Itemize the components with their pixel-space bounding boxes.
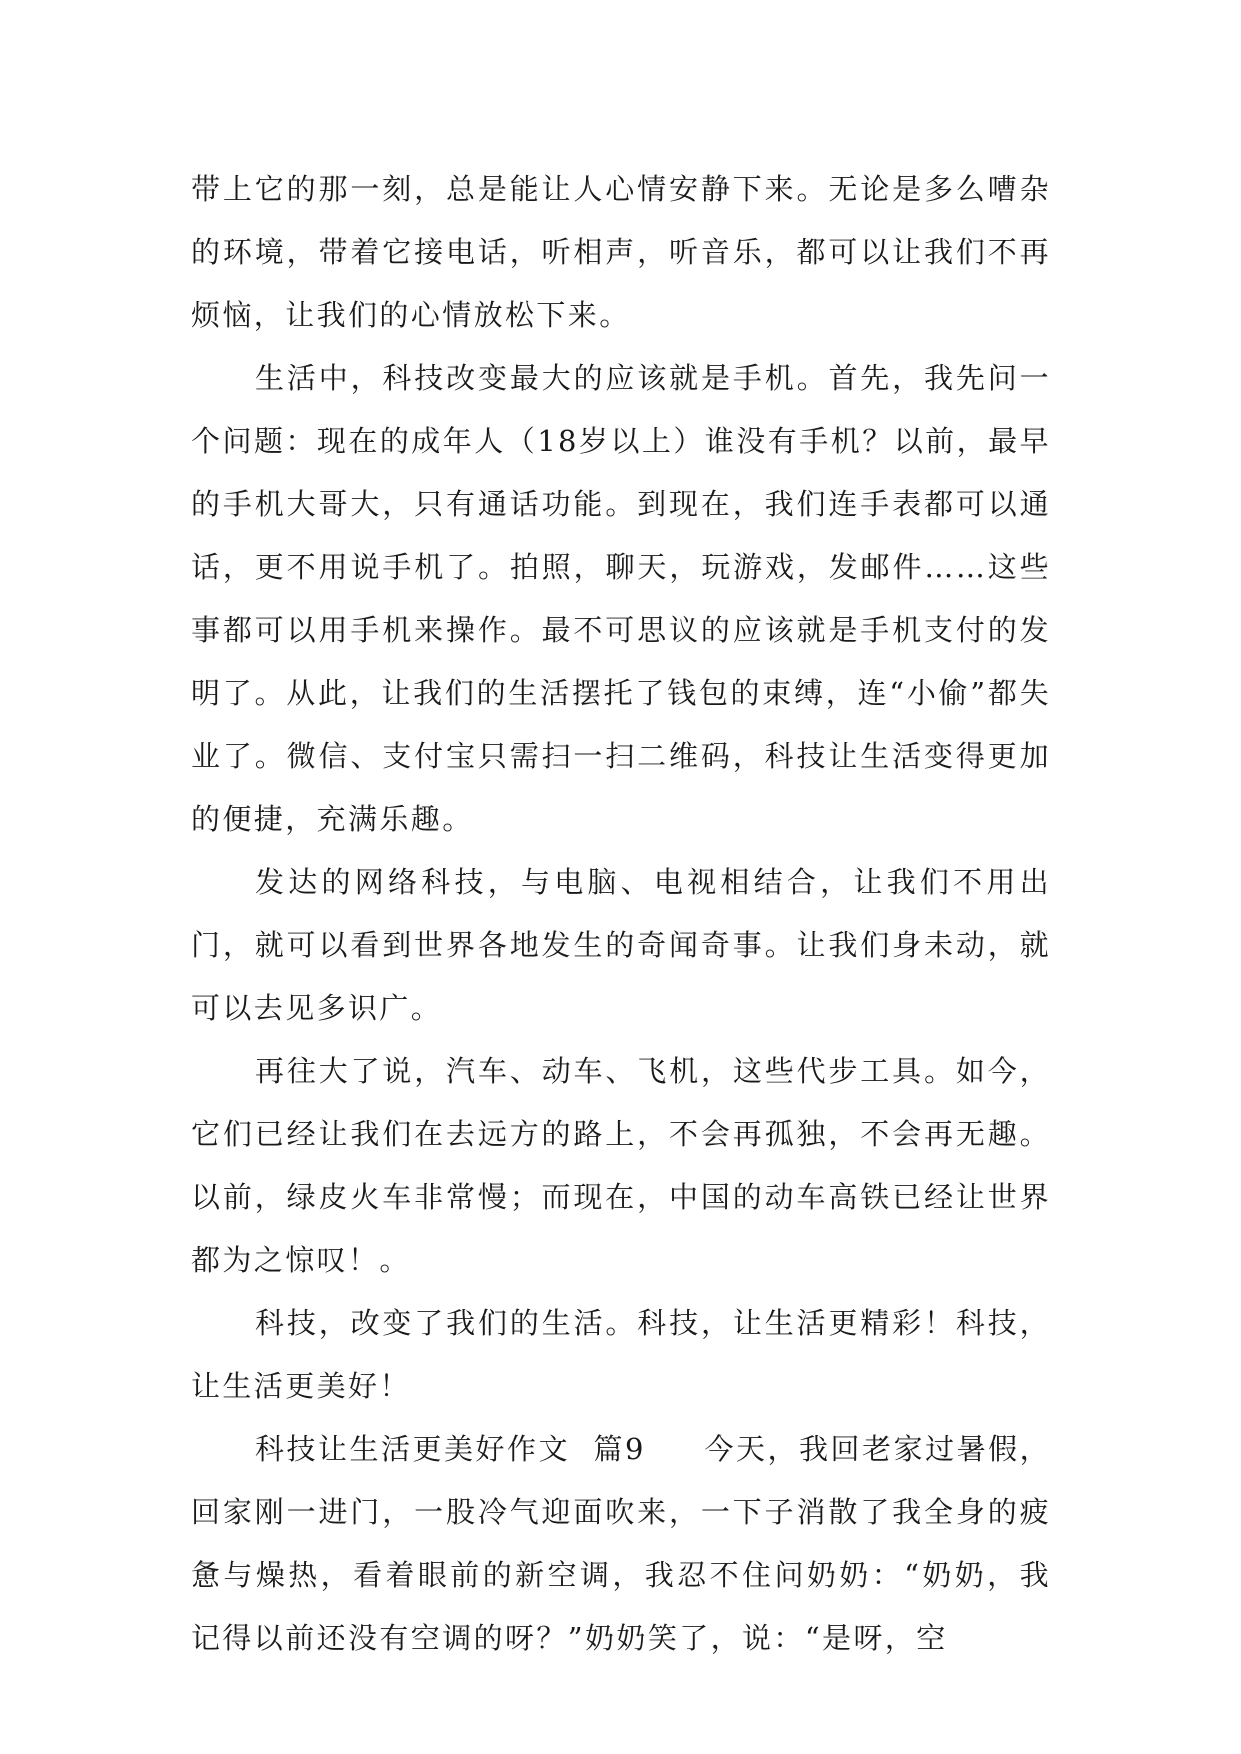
paragraph-3: 发达的网络科技，与电脑、电视相结合，让我们不用出门，就可以看到世界各地发生的奇闻奇事。让我们身未动，就可以去见多识广。 xyxy=(191,865,1051,1025)
paragraph-5: 科技，改变了我们的生活。科技，让生活更精彩！科技，让生活更美好！ xyxy=(191,1306,1051,1403)
paragraph-6: 科技让生活更美好作文 篇9 今天，我回老家过暑假，回家刚一进门，一股冷气迎面吹来，一下子消散了我全身的疲惫与燥热，看着眼前的新空调，我忍不住问奶奶：“奶奶，我记得以前还没有空调的呀？”奶奶笑了，说：“是呀，空 xyxy=(191,1432,1051,1655)
article-body xyxy=(191,158,1051,1670)
paragraph-2: 生活中，科技改变最大的应该就是手机。首先，我先问一个问题：现在的成年人（18岁以上）谁没有手机？以前，最早的手机大哥大，只有通话功能。到现在，我们连手表都可以通话，更不用说手机了。拍照，聊天，玩游戏，发邮件……这些事都可以用手机来操作。最不可思议的应该就是手机支付的发明了。从此，让我们的生活摆托了钱包的束缚，连“小偷”都失业了。微信、支付宝只需扫一扫二维码，科技让生活变得更加的便捷，充满乐趣。 xyxy=(191,361,1051,836)
paragraph-4: 再往大了说，汽车、动车、飞机，这些代步工具。如今，它们已经让我们在去远方的路上，不会再孤独，不会再无趣。以前，绿皮火车非常慢；而现在，中国的动车高铁已经让世界都为之惊叹！。 xyxy=(191,1054,1051,1277)
paragraph-1: 带上它的那一刻，总是能让人心情安静下来。无论是多么嘈杂的环境，带着它接电话，听相声，听音乐，都可以让我们不再烦恼，让我们的心情放松下来。 xyxy=(191,172,1051,332)
